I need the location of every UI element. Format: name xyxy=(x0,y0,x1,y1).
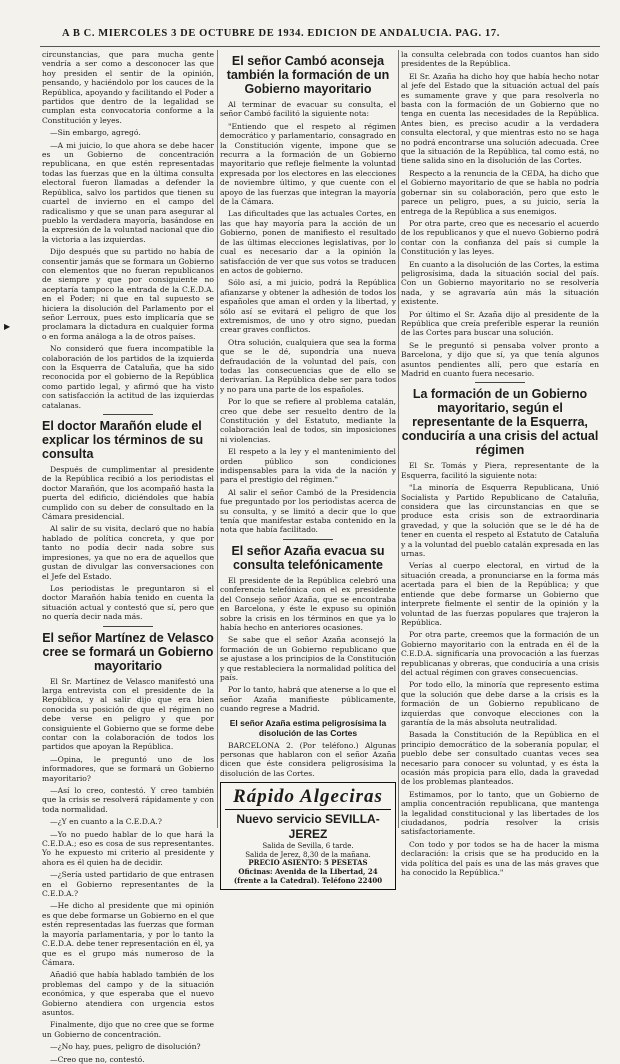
headline-azana-telefono: El señor Azaña evacua su consulta telefónicamente xyxy=(231,543,385,572)
separator xyxy=(283,539,333,540)
article-paragraph: Respecto a la renuncia de la CEDA, ha dicho que el Gobierno mayoritario de que se habla no podría gobernar sin su colaboración, pero que esto le parece un peligro, pues, a su juicio, sería la entrega de la República a sus enemigos. xyxy=(401,168,599,216)
article-paragraph: Por otra parte, creo que es necesario el acuerdo de los republicanos y que el nuevo Gobierno podrá contar con la confianza del país si cumple la Constitución y las leyes. xyxy=(401,218,599,257)
column-2 xyxy=(220,50,396,885)
headline-maranon: El doctor Marañón elude el explicar los términos de su consulta xyxy=(42,419,204,462)
ad-line: Salida de Jerez, 8,30 de la mañana. xyxy=(245,850,371,859)
article-paragraph: En cuanto a la disolución de las Cortes, la estima peligrosísima, dada la situación social del país. Con un Gobierno mayoritario no se resolvería nada, y se agravaría aún más la situación existente. xyxy=(401,259,599,307)
article-paragraph: Verías al cuerpo electoral, en virtud de la situación creada, a pronunciarse en la forma más acertada para el bien de la República; y que entiende que debe formarse un Gobierno que interprete fielmente el sentir de la opinión y la voluntad de las fuerzas populares que trajeron la República. xyxy=(401,561,599,627)
headline-cambo: El señor Cambó aconseja también la formación de un Gobierno mayoritario xyxy=(226,54,390,96)
headline-martinez-velasco: El señor Martínez de Velasco cree se formará un Gobierno mayoritario xyxy=(42,630,214,673)
article-paragraph: Basada la Constitución de la República en el principio democrático de la soberanía popular, el pueblo debe ser consultado cuantas veces sea necesario para conocer su voluntad, y es ésta la ocasión más propicia para ello, dada la gravedad de los problemas planteados. xyxy=(401,730,599,787)
article-paragraph: —Así lo creo, contestó. Y creo también que la crisis se resolverá rápidamente y con toda normalidad. xyxy=(42,786,214,814)
article-paragraph: —¿Y en cuanto a la C.E.D.A.? xyxy=(50,817,162,827)
separator xyxy=(103,414,153,415)
article-paragraph: —He dicho al presidente que mi opinión es que debe formarse un Gobierno en el que estén representadas las fuerzas que forman la mayoría parlamentaria, y por lo tanto la C.E.D.A. debe tener representación en él, ya que es el grupo más numeroso de la Cámara. xyxy=(42,901,214,967)
column-1 xyxy=(42,50,214,1064)
article-paragraph: —Opina, le preguntó uno de los informadores, que se formará un Gobierno mayoritario? xyxy=(42,754,214,783)
article-paragraph: No consideró que fuera incompatible la colaboración de los partidos de la izquierda con la Esquerra de Cataluña, que ha sido reconocida por el gobierno de la República como partido legal, y afirmó que ha visto con satisfacción la actitud de las izquierdas catalanas. xyxy=(42,344,214,410)
headline-esquerra: La formación de un Gobierno mayoritario, según el representante de la Esquerra, conduciría a una crisis del actual régimen xyxy=(401,387,599,458)
article-paragraph: Por lo tanto, habrá que atenerse a lo que el señor Azaña manifieste públicamente, cuando regrese a Madrid. xyxy=(220,685,396,714)
column-3 xyxy=(401,50,599,878)
advertisement-box xyxy=(220,782,396,890)
column-divider xyxy=(217,50,218,828)
article-paragraph: El presidente de la República celebró una conferencia telefónica con el ex presidente del Consejo señor Azaña, que se encontraba en Barcelona, y éste le expuso su opinión sobre la crisis en los términos en que ya lo había hecho en anteriores ocasiones. xyxy=(220,575,396,632)
article-paragraph: Al terminar de evacuar su consulta, el señor Cambó facilitó la siguiente nota: xyxy=(220,100,396,119)
article-paragraph: Añadió que había hablado también de los problemas del campo y de la situación económica, y que esperaba que el nuevo Gobierno atendiera con urgencia estos asuntos. xyxy=(42,970,214,1017)
article-paragraph: Se le preguntó si pensaba volver pronto a Barcelona, y dijo que sí, ya que tenía algunos asuntos pendientes allí, pero que estaría en Madrid en cuanto fuera necesario. xyxy=(401,340,599,378)
article-paragraph: Al salir de su visita, declaró que no había hablado de política concreta, y que por tanto no podía decir nada sobre sus impresiones, ya que no era de aquellos que gustan de divulgar las conversaciones con el Jefe del Estado. xyxy=(42,524,214,581)
page-header: A B C. MIERCOLES 3 DE OCTUBRE DE 1934. EDICION DE ANDALUCIA. PAG. 17. xyxy=(62,28,500,39)
article-paragraph: —A mi juicio, lo que ahora se debe hacer es un Gobierno de concentración republicana, en que estén representadas todas las fuerzas que en la última consulta electoral fueron llamadas a defender la República, salvo los partidos que tienen su cuartel de invierno en el campo del radicalismo y que se unan para asegurar al pueblo la verdadera mayoría, basándose en la expresión de la voluntad nacional que dio la victoria a las izquierdas. xyxy=(42,140,214,244)
article-paragraph: —¿No hay, pues, peligro de disolución? xyxy=(50,1042,201,1052)
article-paragraph: Otra solución, cualquiera que sea la forma que se le dé, supondría una nueva defraudación de la voluntad del país, con todas las consecuencias que de ello se derivarían. La República debe ser para todos y no para una parte de los españoles. xyxy=(220,337,396,394)
article-paragraph: El Sr. Tomás y Piera, representante de la Esquerra, facilitó la siguiente nota: xyxy=(401,461,599,480)
ad-line: Salida de Sevilla, 6 tarde. xyxy=(262,842,354,851)
article-paragraph: Por todo ello, la minoría que represento estima que la solución que debe darse a la crisis es la formación de un Gobierno republicano de izquierdas que convoque elecciones con la garantía de la más absoluta neutralidad. xyxy=(401,680,599,727)
article-paragraph: Por otra parte, creemos que la formación de un Gobierno mayoritario con la entrada en él de la C.E.D.A. significaría una provocación a las fuerzas republicanas y obreras, que conduciría a una crisis del actual régimen con graves consecuencias. xyxy=(401,630,599,677)
article-paragraph: "Entiendo que el respeto al régimen democrático y parlamentario, consagrado en la Constitución vigente, impone que se recurra a la formación de un Gobierno mayoritario que refleje fielmente la voluntad expresada por los electores en las elecciones de noviembre último, y que cuente con el apoyo de las fuerzas que integran la mayoría de la Cámara. xyxy=(220,121,396,207)
article-paragraph: Estimamos, por lo tanto, que un Gobierno de amplia concentración republicana, que mantenga la legalidad constitucional y las libertades de los ciudadanos, podría resolver la crisis satisfactoriamente. xyxy=(401,789,599,837)
separator xyxy=(103,626,153,627)
ad-line: (frente a la Catedral). Teléfono 22400 xyxy=(233,875,383,885)
header-rule xyxy=(40,46,600,47)
article-paragraph: Las dificultades que las actuales Cortes, en las que hay mayoría para la acción de un Gobierno, ponen de manifiesto el resultado de las últimas elecciones legislativas, por lo cual es necesario dar a la opinión la satisfacción de ver que sus votos se traducen en actos de gobierno. xyxy=(220,209,396,275)
article-paragraph: El Sr. Martínez de Velasco manifestó una larga entrevista con el presidente de la República, y al salir dijo que era bien conocida su posición de que el régimen no debe verse en peligro y que por consiguiente el Gobierno que se forme debe contar con la colaboración de todos los partidos que apoyan la República. xyxy=(42,676,214,752)
article-paragraph: "La minoría de Esquerra Republicana, Unió Socialista y Partido Republicano de Cataluña, considera que las circunstancias en que se produce esta crisis son de extraordinaria gravedad, y que la solución que se le dé ha de tener en cuenta el respeto al Estatuto de Cataluña y a la voluntad del pueblo catalán expresada en las urnas. xyxy=(401,483,599,559)
article-paragraph: la consulta celebrada con todos cuantos han sido presidentes de la República. xyxy=(401,50,599,69)
ad-subtitle: Nuevo servicio SEVILLA-JEREZ xyxy=(236,812,380,842)
article-paragraph: Los periodistas le preguntaron si el doctor Marañón había tenido en cuenta la situación actual y contestó que sí, pero que no quería decir nada más. xyxy=(42,583,214,622)
margin-mark: ▶ xyxy=(4,322,11,331)
article-paragraph: Al salir el señor Cambó de la Presidencia fue preguntado por los periodistas acerca de su consulta, y se limitó a decir que lo que tenía que manifestar estaba contenido en la nota que había facilitado. xyxy=(220,487,396,535)
subheadline-azana-disolucion: El señor Azaña estima peligrosísima la disolución de las Cortes xyxy=(229,717,387,738)
article-paragraph: Después de cumplimentar al presidente de la República recibió a los periodistas el doctor Marañón, que los acompañó hasta la puerta del edificio, diciéndoles que había cumplido con su deber de consultado en la Cámara presidencial. xyxy=(42,465,214,522)
article-paragraph: Con todo y por todos se ha de hacer la misma declaración: la crisis que se ha producido en la vida política del país es una de las más graves que ha conocido la República." xyxy=(401,839,599,878)
article-paragraph: El Sr. Azaña ha dicho hoy que había hecho notar al jefe del Estado que la situación actual del país es sumamente grave y que para resolverla no basta con la formación de un Gobierno que no tenga en cuenta las necesidades de la República. Antes bien, es preciso acudir a la verdadera consulta electoral, y que mientras esto no se haga no podrá encontrarse una solución adecuada. Cree que la situación de la República, tal como está, no tiene salida sino en la disolución de las Cortes. xyxy=(401,71,599,166)
article-paragraph: —¿Sería usted partidario de que entrasen en el Gobierno representantes de la C.E.D.A.? xyxy=(42,870,214,899)
article-paragraph: BARCELONA 2. (Por teléfono.) Algunas personas que hablaron con el señor Azaña dicen que éste considera peligrosísima la disolución de las Cortes. xyxy=(220,740,396,778)
ad-line: PRECIO ASIENTO: 5 PESETAS xyxy=(248,858,368,868)
article-paragraph: —Yo no puedo hablar de lo que hará la C.E.D.A.; eso es cosa de sus representantes. Yo he expuesto mi criterio al presidente y ahora es él quien ha de decidir. xyxy=(42,829,214,867)
article-paragraph: Por último el Sr. Azaña dijo al presidente de la República que creía preferible esperar la reunión de las Cortes para buscar una solución. xyxy=(401,309,599,338)
article-paragraph: —Creo que no, contestó. xyxy=(50,1054,145,1064)
ad-title: Rápido Algeciras xyxy=(225,786,391,810)
article-paragraph: Finalmente, dijo que no cree que se forme un Gobierno de concentración. xyxy=(42,1020,214,1039)
article-paragraph: Por lo que se refiere al problema catalán, creo que debe ser resuelto dentro de la Constitución y del Estatuto, mediante la colaboración leal de todos, sin imposiciones ni violencias. xyxy=(220,397,396,444)
column-divider xyxy=(398,50,399,828)
article-paragraph: circunstancias, que para mucha gente vendría a ser como a desconocer las que hoy presiden el sentir de la opinión, pensando, y haciéndolo por los cauces de la República, apoyando y facilitando el Poder a partidos que dentro de la legalidad se cumplan esta convocatoria conforme a la Constitución y leyes. xyxy=(42,50,214,125)
ad-line: Oficinas: Avenida de la Libertad, 24 xyxy=(238,866,378,876)
article-paragraph: Dijo después que su partido no había de consentir jamás que se formara un Gobierno con elementos que no fueran republicanos de siempre y que por consiguiente no aceptaría tampoco la entrada de la C.E.D.A. en el Poder; ni que en tal supuesto se hiciera la disolución del Parlamento por el señor Lerroux, pues esto implicaría que se proclamara la dictadura en cualquier forma o en forma análoga a la de otros países. xyxy=(42,247,214,341)
article-paragraph: —Sin embargo, agregó. xyxy=(50,128,141,138)
article-paragraph: El respeto a la ley y el mantenimiento del orden público son condiciones indispensables para la vida de la nación y para el prestigio del régimen." xyxy=(220,447,396,485)
separator xyxy=(475,382,525,383)
article-paragraph: Sólo así, a mi juicio, podrá la República afianzarse y obtener la adhesión de todos los españoles que aman el orden y la libertad, y sólo así se evitará el peligro de que los extremismos, de uno y otro signo, puedan crear graves conflictos. xyxy=(220,278,396,335)
article-paragraph: Se sabe que el señor Azaña aconsejó la formación de un Gobierno republicano que se ajustase a los principios de la Constitución y que restableciera la normalidad política del país. xyxy=(220,635,396,682)
